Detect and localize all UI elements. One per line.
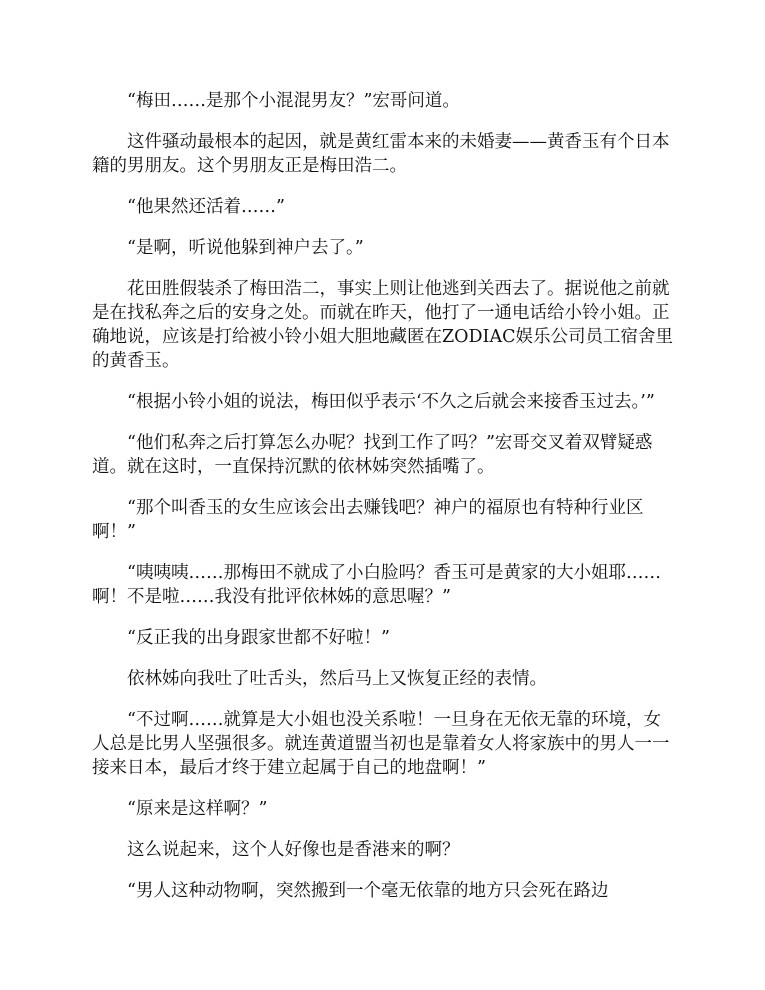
paragraph: “原来是这样啊？” [127,799,268,819]
paragraph: 这么说起来，这个人好像也是香港来的啊？ [127,840,460,860]
paragraph: 这件骚动最根本的起因，就是黄红雷本来的未婚妻——黄香玉有个日本籍的男朋友。这个男朋友正是梅田浩二。 [92,132,670,176]
paragraph: “男人这种动物啊，突然搬到一个毫无依靠的地方只会死在路边 [127,881,609,901]
paragraph: “他们私奔之后打算怎么办呢？找到工作了吗？”宏哥交叉着双臂疑惑道。就在这时，一直保持沉默的依林姊突然插嘴了。 [92,433,653,477]
paragraph: 依林姊向我吐了吐舌头，然后马上又恢复正经的表情。 [127,669,547,689]
paragraph: “梅田……是那个小混混男友？”宏哥问道。 [127,91,460,111]
paragraph: “不过啊……就算是大小姐也没关系啦！一旦身在无依无靠的环境，女人总是比男人坚强很多。就连黄道盟当初也是靠着女人将家族中的男人一一接来日本，最后才终于建立起属于自己的地盘啊！” [92,710,670,778]
paragraph: 花田胜假装杀了梅田浩二，事实上则让他逃到关西去了。据说他之前就是在找私奔之后的安身之处。而就在昨天，他打了一通电话给小铃小姐。正确地说，应该是打给被小铃小姐大胆地藏匿在ZODIAC娱乐公司员工宿舍里的黄香玉。 [92,279,673,371]
paragraph: “咦咦咦……那梅田不就成了小白脸吗？香玉可是黄家的大小姐耶……啊！不是啦……我没有批评依林姊的意思喔？” [92,563,661,607]
paragraph: “他果然还活着……” [127,197,285,217]
body-text [92,89,674,920]
paragraph: “根据小铃小姐的说法，梅田似乎表示‘不久之后就会来接香玉过去。’” [127,392,655,412]
paragraph: “那个叫香玉的女生应该会出去赚钱吧？神户的福原也有特种行业区啊！” [92,498,644,542]
paragraph: “反正我的出身跟家世都不好啦！” [127,628,390,648]
paragraph: “是啊，听说他躲到神户去了。” [127,238,364,258]
